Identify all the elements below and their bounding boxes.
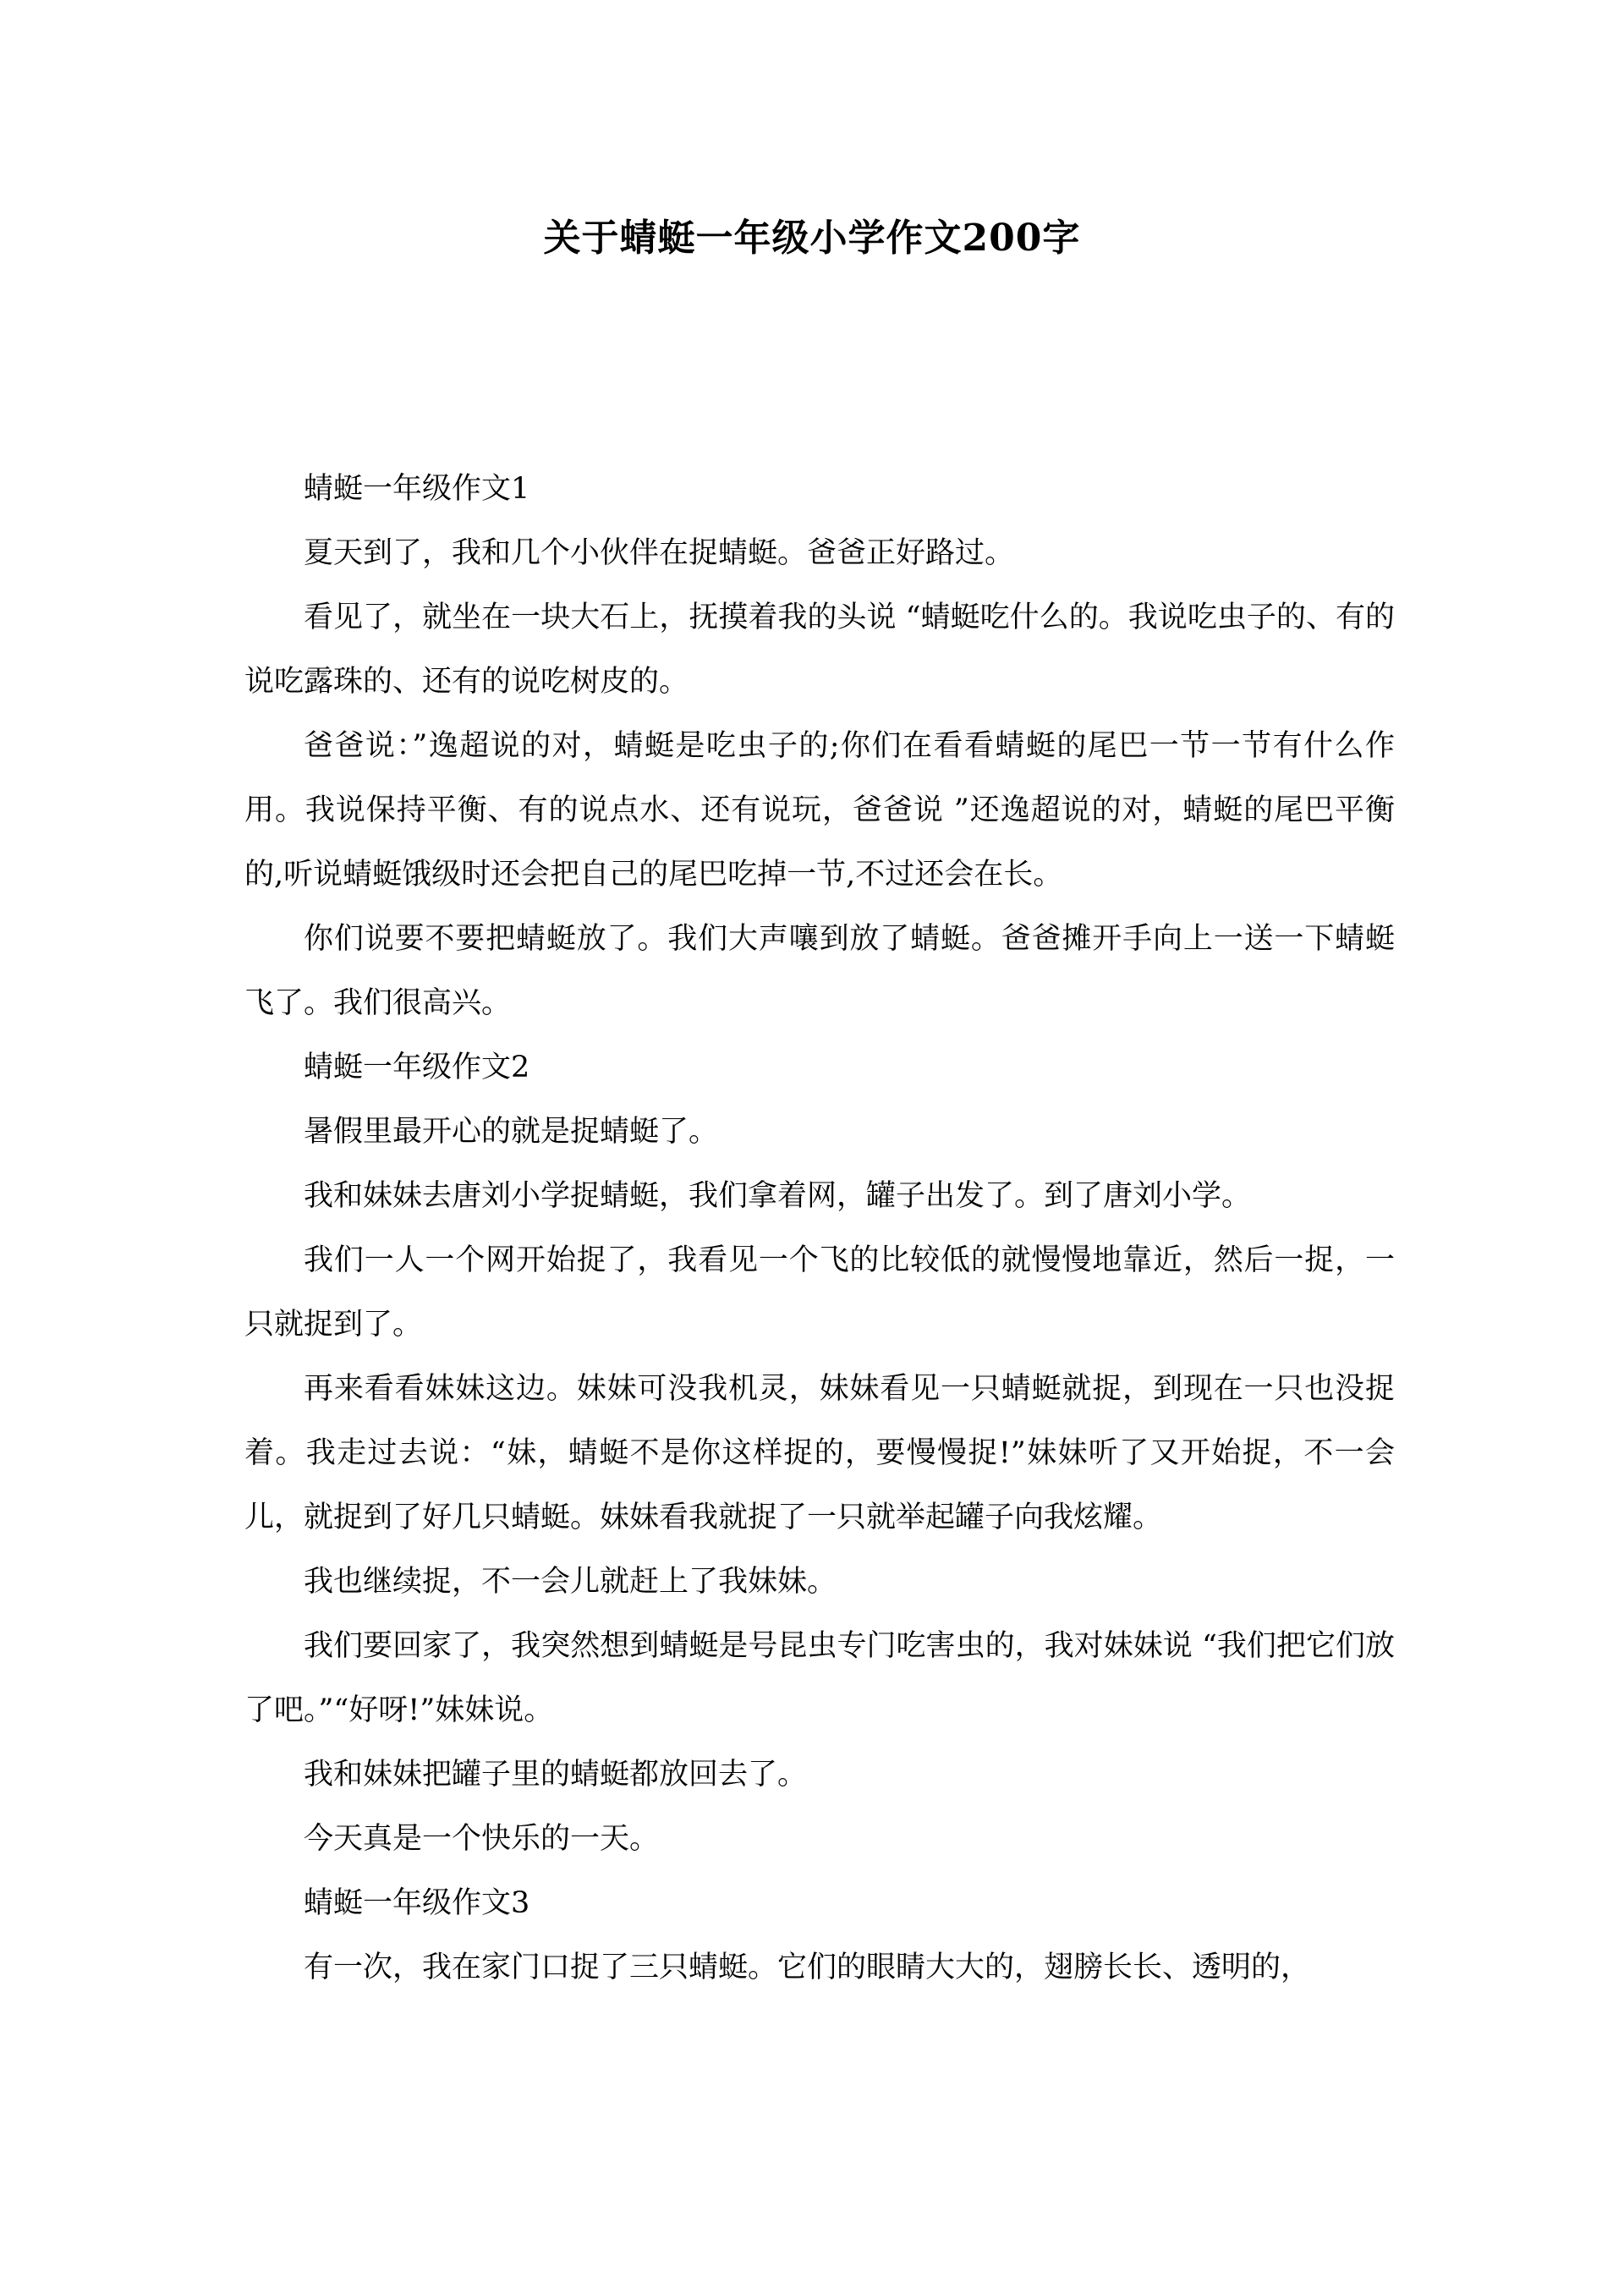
paragraph: 我和妹妹把罐子里的蜻蜓都放回去了。	[304, 1758, 808, 1792]
paragraph: 夏天到了，我和几个小伙伴在捉蜻蜓。爸爸正好路过。	[304, 536, 1015, 570]
paragraph-heading-2: 蜻蜓一年级作文2	[304, 1051, 530, 1084]
paragraph-heading-1: 蜻蜓一年级作文1	[304, 472, 530, 506]
paragraph: 我们一人一个网开始捉了，我看见一个飞的比较低的就慢慢地靠近，然后一捉，一只就捉到了。	[244, 1243, 1395, 1342]
paragraph: 再来看看妹妹这边。妹妹可没我机灵，妹妹看见一只蜻蜓就捉，到现在一只也没捉着。我走过去说：“妹，蜻蜓不是你这样捉的，要慢慢捉!”妹妹听了又开始捉，不一会儿，就捉到了好几只蜻蜓。妹妹看我就捉了一只就举起罐子向我炫耀。	[244, 1372, 1395, 1534]
document-title: 关于蜻蜓一年级小学作文200字	[543, 217, 1081, 260]
paragraph: 今天真是一个快乐的一天。	[304, 1822, 660, 1856]
paragraph: 看见了，就坐在一块大石上，抚摸着我的头说 “蜻蜓吃什么的。我说吃虫子的、有的说吃露珠的、还有的说吃树皮的。	[244, 601, 1395, 699]
document-body	[244, 457, 1395, 2000]
paragraph: 有一次，我在家门口捉了三只蜻蜓。它们的眼睛大大的，翅膀长长、透明的，	[304, 1951, 1311, 1984]
paragraph-heading-3: 蜻蜓一年级作文3	[304, 1886, 530, 1920]
paragraph: 爸爸说：”逸超说的对，蜻蜓是吃虫子的;你们在看看蜻蜓的尾巴一节一节有什么作用。我说保持平衡、有的说点水、还有说玩，爸爸说 ”还逸超说的对，蜻蜓的尾巴平衡的,听说蜻蜓饿级时还会把自己的尾巴吃掉一节,不过还会在长。	[244, 729, 1395, 892]
paragraph: 我也继续捉，不一会儿就赶上了我妹妹。	[304, 1565, 837, 1599]
paragraph: 暑假里最开心的就是捉蜻蜓了。	[304, 1115, 719, 1149]
paragraph: 你们说要不要把蜻蜓放了。我们大声嚷到放了蜻蜓。爸爸摊开手向上一送一下蜻蜓飞了。我们很高兴。	[244, 922, 1395, 1020]
paragraph: 我们要回家了，我突然想到蜻蜓是号昆虫专门吃害虫的，我对妹妹说 “我们把它们放了吧。”“好呀!”妹妹说。	[244, 1629, 1395, 1727]
paragraph: 我和妹妹去唐刘小学捉蜻蜓，我们拿着网，罐子出发了。到了唐刘小学。	[304, 1179, 1252, 1213]
